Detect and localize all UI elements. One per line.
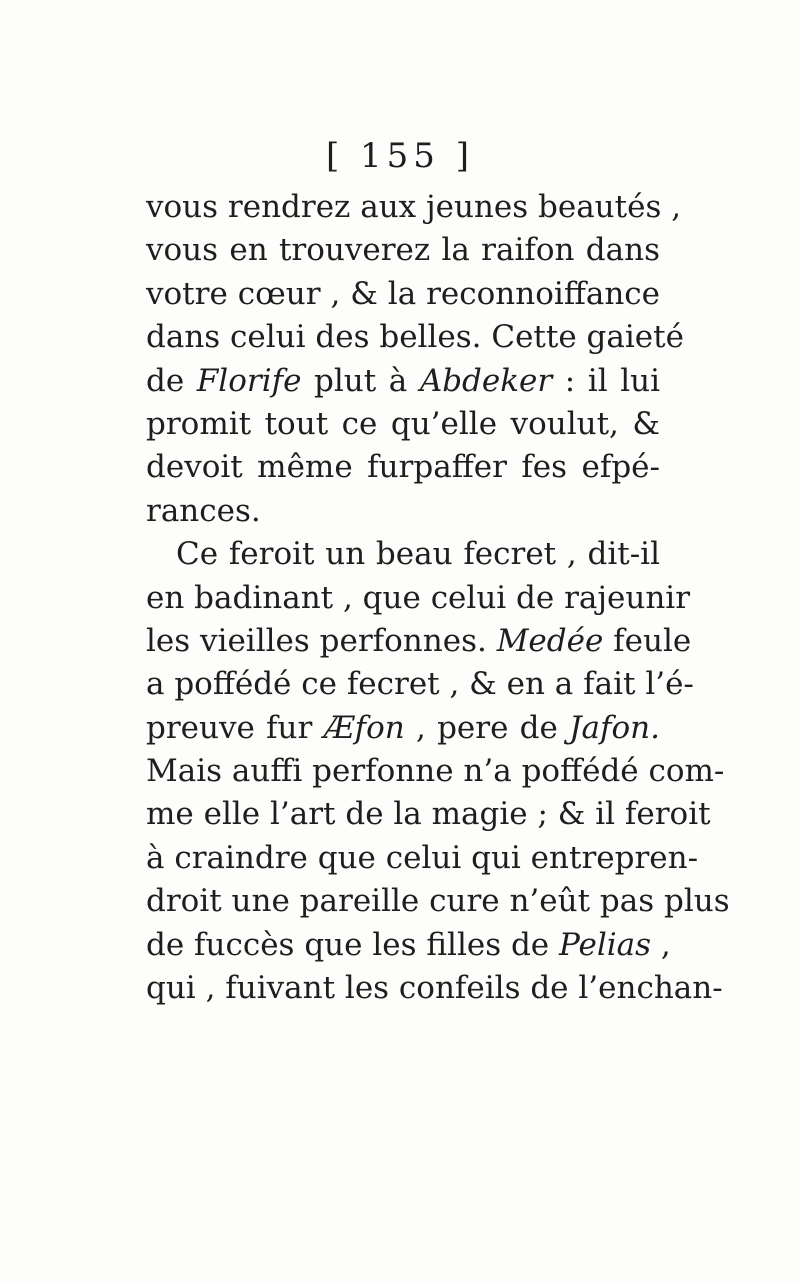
body-text — [146, 186, 730, 1010]
text-line — [146, 750, 725, 793]
text-line — [146, 186, 682, 229]
text-segment: de fuccès que les filles de — [146, 926, 560, 963]
text-segment: qui , fuivant les confeils de l’enchan- — [146, 970, 723, 1007]
text-segment: votre cœur , & la reconnoiffance — [146, 275, 660, 312]
text-line — [146, 924, 671, 967]
italic-name: Jafon. — [569, 709, 660, 746]
text-segment: plut à — [301, 362, 420, 399]
text-line — [146, 577, 691, 620]
italic-name: Abdeker — [419, 362, 553, 399]
text-segment: rances. — [146, 492, 261, 529]
text-line — [146, 707, 660, 750]
text-segment: les vieilles perfonnes. — [146, 622, 497, 659]
text-line — [146, 273, 660, 316]
italic-name: Medée — [496, 622, 604, 659]
text-line — [146, 446, 660, 489]
text-segment: feule — [603, 622, 692, 659]
text-segment: preuve fur — [146, 709, 324, 746]
text-line — [146, 837, 699, 880]
text-line — [146, 967, 723, 1010]
text-line — [146, 620, 692, 663]
text-line — [146, 360, 660, 403]
text-segment: , pere de — [404, 709, 570, 746]
text-segment: : il lui — [552, 362, 661, 399]
text-segment: Mais auffi perfonne n’a poffédé com- — [146, 753, 725, 790]
text-segment: vous en trouverez la raifon dans — [146, 232, 660, 269]
text-line — [146, 403, 660, 446]
text-segment: a poffédé ce fecret , & en a fait l’é- — [146, 666, 694, 703]
text-segment: promit tout ce qu’elle voulut, & — [146, 405, 660, 442]
text-line — [146, 490, 660, 533]
text-line — [146, 793, 711, 836]
text-segment: me elle l’art de la magie ; & il feroit — [146, 796, 711, 833]
text-segment: de — [146, 362, 197, 399]
text-segment: à craindre que celui qui entrepren- — [146, 839, 699, 876]
italic-name: Æfon — [323, 709, 405, 746]
text-line — [146, 316, 684, 359]
page-number: [ 155 ] — [325, 136, 475, 176]
text-line — [146, 533, 660, 576]
text-segment: en badinant , que celui de rajeunir — [146, 579, 691, 616]
text-segment: , — [651, 926, 671, 963]
italic-name: Pelias — [559, 926, 652, 963]
text-line — [146, 663, 694, 706]
text-segment: devoit même furpaffer fes efpé- — [146, 449, 660, 486]
text-segment: Ce feroit un beau fecret , dit-il — [176, 536, 660, 573]
italic-name: Florife — [196, 362, 302, 399]
text-segment: vous rendrez aux jeunes beautés , — [146, 189, 682, 225]
text-line — [146, 229, 660, 272]
text-segment: droit une pareille cure n’eût pas plus — [146, 883, 730, 920]
text-line — [146, 880, 730, 923]
text-segment: dans celui des belles. Cette gaieté — [146, 319, 684, 356]
